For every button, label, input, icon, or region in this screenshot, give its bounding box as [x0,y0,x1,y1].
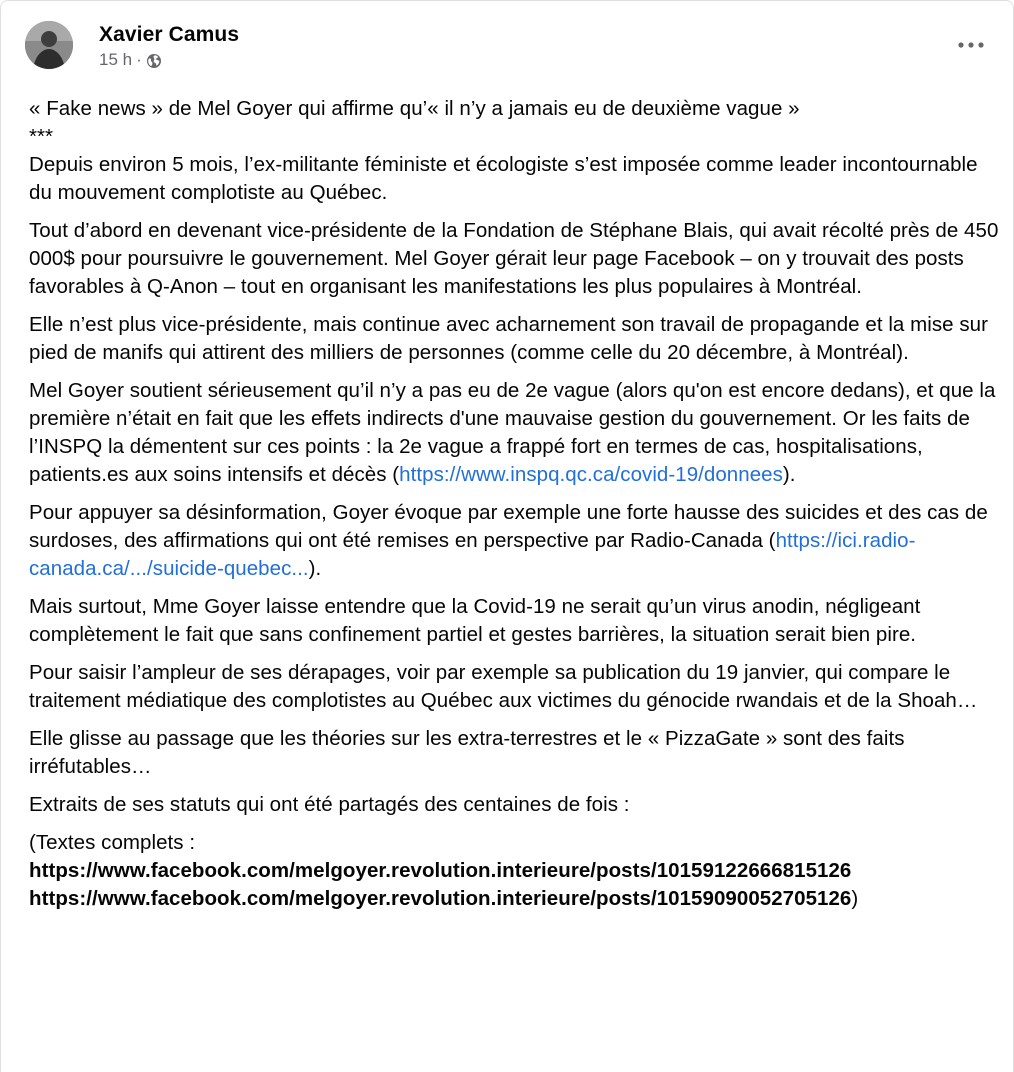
author-name[interactable]: Xavier Camus [99,23,240,46]
post-header [25,19,239,81]
facebook-post-link-1[interactable]: https://www.facebook.com/melgoyer.revolution.interieure/posts/10159122666815126 [29,859,852,882]
paragraph-9: Extraits de ses statuts qui ont été partagés des centaines de fois : [29,793,630,816]
paragraph-4-end: ). [782,463,796,486]
post-subline [99,50,239,70]
radio-canada-link[interactable]: https://ici.radio-canada.ca/.../suicide-quebec... [29,529,916,580]
more-options-button[interactable] [953,33,989,57]
paragraph-5 [29,499,999,583]
paragraph-3: Elle n’est plus vice-présidente, mais continue avec acharnement son travail de propagande et la mise sur pied de manifs qui attirent des milliers de personnes (comme celle du 20 décembre, à Montréal). [29,313,988,364]
avatar[interactable] [25,21,73,69]
paragraph-7: Pour saisir l’ampleur de ses dérapages, voir par exemple sa publication du 19 janvier, qui compare le traitement médiatique des complotistes au Québec aux victimes du génocide rwandais et de la Shoah… [29,661,978,712]
more-dots-icon [957,41,985,49]
paragraph-2: Tout d’abord en devenant vice-présidente de la Fondation de Stéphane Blais, qui avait récolté près de 450 000$ pour poursuivre le gouvernement. Mel Goyer gérait leur page Facebook – on y trouvait des posts favorables à Q-Anon – tout en organisant les manifestations les plus populaires à Montréal. [29,219,999,298]
paragraph-8: Elle glisse au passage que les théories sur les extra-terrestres et le « PizzaGate » sont des faits irréfutables… [29,727,905,778]
paragraph-10-intro: (Textes complets : [29,831,196,854]
paragraph-4-text: Mel Goyer soutient sérieusement qu’il n’y a pas eu de 2e vague (alors qu'on est encore dedans), et que la première n’était en fait que les effets indirects d'une mauvaise gestion du gouvernement. Or les faits de l’INSPQ la démentent sur ces points : la 2e vague a frappé fort en termes de cas, hospitalisations, patients.es aux soins intensifs et décès ( [29,379,996,486]
paragraph-1: Depuis environ 5 mois, l’ex-militante féministe et écologiste s’est imposée comme leader incontournable du mouvement complotiste au Québec. [29,153,978,204]
globe-icon[interactable] [146,53,162,69]
paragraph-10-end: ) [851,887,859,910]
stars-separator: *** [29,125,54,148]
separator-dot: · [136,50,142,69]
facebook-post-link-2[interactable]: https://www.facebook.com/melgoyer.revolution.interieure/posts/10159090052705126 [29,887,852,910]
post-body [29,95,999,923]
paragraph-5-text: Pour appuyer sa désinformation, Goyer évoque par exemple une forte hausse des suicides et des cas de surdoses, des affirmations qui ont été remises en perspective par Radio-Canada ( [29,501,988,552]
post-title: « Fake news » de Mel Goyer qui affirme qu’« il n’y a jamais eu de deuxième vague » [29,97,800,120]
paragraph-10 [29,829,999,913]
paragraph-5-end: ). [308,557,322,580]
inspq-link[interactable]: https://www.inspq.qc.ca/covid-19/donnees [399,463,783,486]
post-title-line [29,95,999,151]
post-meta [99,23,239,70]
post-timestamp[interactable]: 15 h [99,50,133,69]
paragraph-6: Mais surtout, Mme Goyer laisse entendre que la Covid-19 ne serait qu’un virus anodin, négligeant complètement le fait que sans confinement partiel et gestes barrières, la situation serait bien pire. [29,595,921,646]
paragraph-4 [29,377,999,489]
